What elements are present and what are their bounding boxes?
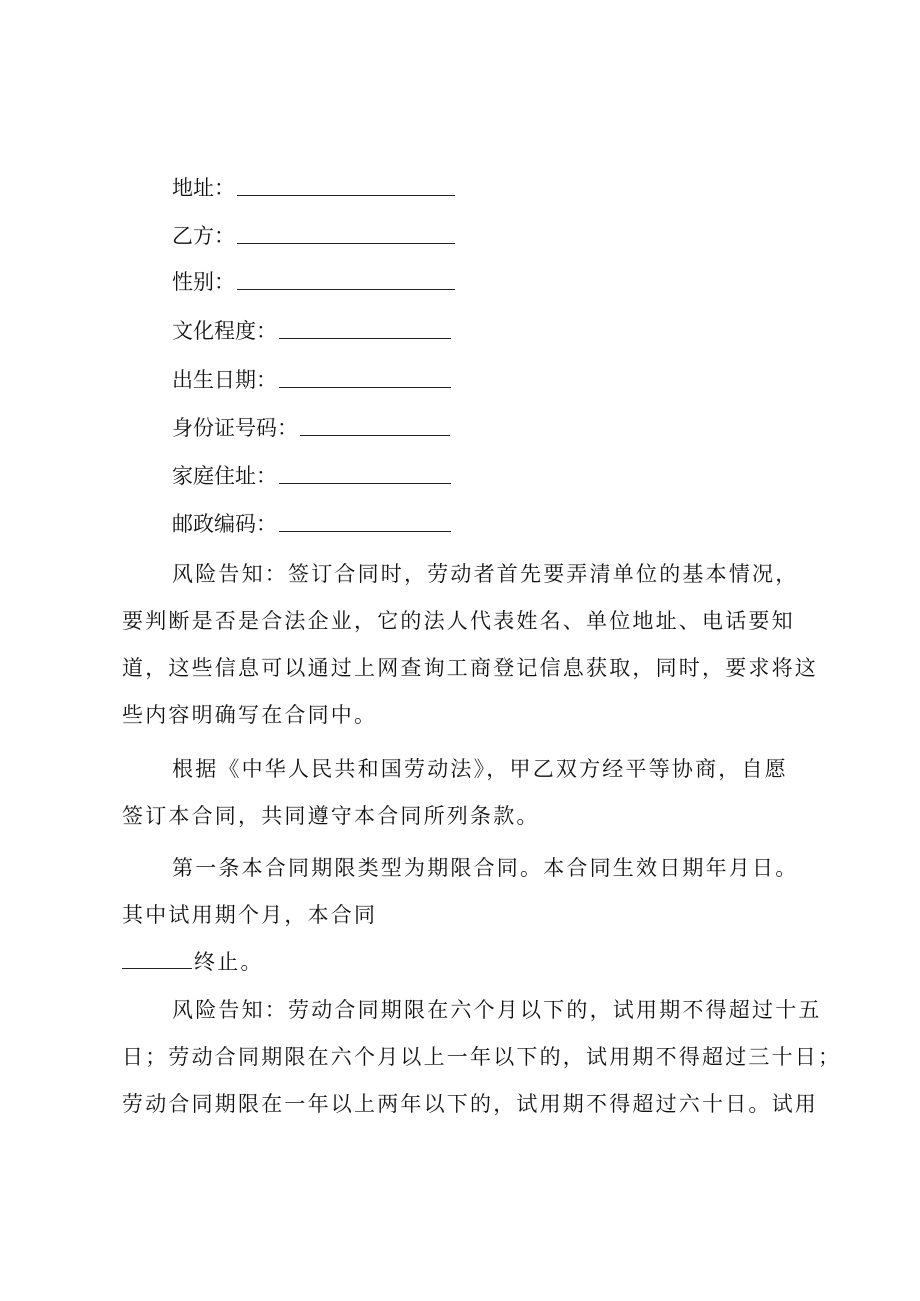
paragraph-line: 日；劳动合同期限在六个月以上一年以下的，试用期不得超过三十日； [122,1045,842,1069]
field-label: 文化程度： [172,319,277,343]
field-label: 身份证号码： [172,416,298,440]
paragraph-line: 签订本合同，共同遵守本合同所列条款。 [122,804,540,828]
paragraph-line: 其中试用期个月，本合同 [122,903,378,927]
underline-blank [300,434,450,436]
risk-notice-paragraph [122,551,822,739]
underline-blank [237,194,455,196]
paragraph-line: 风险告知：劳动合同期限在六个月以下的，试用期不得超过十五 [172,998,822,1022]
field-label: 出生日期： [172,368,277,392]
underline-blank [279,386,451,388]
field-label: 邮政编码： [172,512,277,536]
paragraph-line-with-blank [122,939,822,986]
field-label: 乙方： [172,224,235,248]
paragraph-line: 些内容明确写在合同中。 [122,703,378,727]
field-party-b [172,218,455,250]
paragraph-line: 根据《中华人民共和国劳动法》，甲乙双方经平等协商，自愿 [172,757,788,781]
paragraph-line: 第一条本合同期限类型为期限合同。本合同生效日期年月日。 [172,856,799,880]
underline-blank [279,482,451,484]
risk-notice-paragraph-2 [122,987,842,1128]
field-label: 家庭住址： [172,464,277,488]
field-id-number [172,410,450,442]
article-one-paragraph [122,845,822,986]
field-postal-code [172,506,451,538]
field-address [172,170,455,202]
underline-blank [237,288,455,290]
underline-blank [279,337,451,339]
field-gender [172,264,455,296]
paragraph-text: 终止。 [194,950,264,974]
paragraph-line: 风险告知：签订合同时，劳动者首先要弄清单位的基本情况， [172,562,799,586]
field-home-address [172,458,451,490]
field-label: 地址： [172,176,235,200]
underline-blank [237,242,455,244]
field-education [172,313,451,345]
paragraph-line: 劳动合同期限在一年以上两年以下的，试用期不得超过六十日。试用 [122,1092,818,1116]
legal-basis-paragraph [122,746,822,840]
paragraph-line: 要判断是否是合法企业，它的法人代表姓名、单位地址、电话要知 [122,609,795,633]
paragraph-line: 道，这些信息可以通过上网查询工商登记信息获取，同时，要求将这 [122,656,818,680]
underline-blank [279,530,451,532]
field-birthdate [172,362,451,394]
field-label: 性别： [172,270,235,294]
underline-blank [122,950,192,969]
